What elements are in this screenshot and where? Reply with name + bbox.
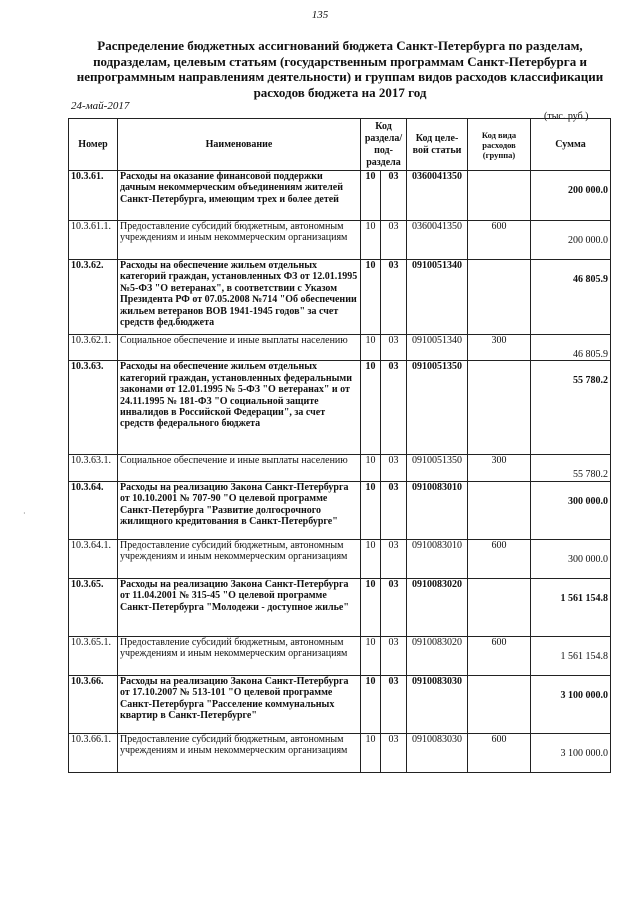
- row-number-cell: 10.3.65.1.: [69, 636, 118, 675]
- row-number-cell: 10.3.64.: [69, 481, 118, 539]
- table-row: [69, 171, 611, 221]
- row-name-cell: Предоставление субсидий бюджетным, автономным учреждениям и иным некоммерческим организациям: [118, 221, 361, 260]
- table-header-row: [69, 119, 611, 171]
- header-name: Наименование: [118, 119, 361, 171]
- row-article-cell: 0910083020: [407, 636, 468, 675]
- row-sum-cell: 46 805.9: [531, 335, 611, 361]
- margin-mark: ·: [23, 509, 26, 518]
- row-group-cell: [468, 578, 531, 636]
- row-article-cell: 0910083030: [407, 675, 468, 733]
- row-number-cell: 10.3.66.: [69, 675, 118, 733]
- row-name-cell: Расходы на оказание финансовой поддержки дачным некоммерческим объединениям жителей Санкт-Петербурга, имеющим трех и более детей: [118, 171, 361, 221]
- row-article-cell: 0360041350: [407, 171, 468, 221]
- row-section-cell: 10: [361, 675, 381, 733]
- row-section-cell: 10: [361, 361, 381, 455]
- row-group-cell: [468, 260, 531, 335]
- row-group-cell: 300: [468, 455, 531, 481]
- row-section-cell: 10: [361, 260, 381, 335]
- row-number-cell: 10.3.63.: [69, 361, 118, 455]
- row-group-cell: [468, 675, 531, 733]
- header-sum: Сумма: [531, 119, 611, 171]
- header-number: Номер: [69, 119, 118, 171]
- row-section-cell: 10: [361, 455, 381, 481]
- row-sum-cell: 300 000.0: [531, 481, 611, 539]
- table-row: [69, 539, 611, 578]
- row-subsection-cell: 03: [381, 260, 407, 335]
- row-name-cell: Предоставление субсидий бюджетным, автономным учреждениям и иным некоммерческим организациям: [118, 733, 361, 772]
- row-name-cell: Социальное обеспечение и иные выплаты населению: [118, 455, 361, 481]
- row-article-cell: 0910051350: [407, 455, 468, 481]
- row-group-cell: 300: [468, 335, 531, 361]
- row-group-cell: 600: [468, 539, 531, 578]
- row-number-cell: 10.3.61.1.: [69, 221, 118, 260]
- table-row: [69, 636, 611, 675]
- page-number: 135: [311, 9, 329, 21]
- row-name-cell: Расходы на реализацию Закона Санкт-Петербурга от 11.04.2001 № 315-45 "О целевой программе Санкт-Петербурга "Молодежи - доступное жилье": [118, 578, 361, 636]
- document-date: 24-май-2017: [71, 100, 130, 112]
- document-title: Распределение бюджетных ассигнований бюджета Санкт-Петербурга по разделам, подразделам, целевым статьям (государственным программам Санкт-Петербурга и непрограммным направлениям деятельности) и группам видов расходов классификации расходов бюджета на 2017 год: [76, 38, 604, 100]
- row-section-cell: 10: [361, 481, 381, 539]
- row-section-cell: 10: [361, 221, 381, 260]
- row-number-cell: 10.3.65.: [69, 578, 118, 636]
- row-subsection-cell: 03: [381, 578, 407, 636]
- row-article-cell: 0910051350: [407, 361, 468, 455]
- row-section-cell: 10: [361, 636, 381, 675]
- row-name-cell: Социальное обеспечение и иные выплаты населению: [118, 335, 361, 361]
- row-sum-cell: 3 100 000.0: [531, 675, 611, 733]
- table-body: [69, 171, 611, 773]
- row-subsection-cell: 03: [381, 335, 407, 361]
- row-number-cell: 10.3.62.1.: [69, 335, 118, 361]
- row-group-cell: 600: [468, 221, 531, 260]
- row-sum-cell: 1 561 154.8: [531, 578, 611, 636]
- row-name-cell: Расходы на реализацию Закона Санкт-Петербурга от 10.10.2001 № 707-90 "О целевой программе Санкт-Петербурга "Развитие долгосрочного жилищного кредитования в Санкт-Петербурге": [118, 481, 361, 539]
- row-group-cell: [468, 171, 531, 221]
- row-number-cell: 10.3.66.1.: [69, 733, 118, 772]
- row-sum-cell: 200 000.0: [531, 171, 611, 221]
- row-group-cell: [468, 361, 531, 455]
- row-name-cell: Расходы на реализацию Закона Санкт-Петербурга от 17.10.2007 № 513-101 "О целевой программе Санкт-Петербурга "Расселение коммунальных квартир в Санкт-Петербурге": [118, 675, 361, 733]
- row-subsection-cell: 03: [381, 481, 407, 539]
- row-name-cell: Расходы на обеспечение жильем отдельных категорий граждан, установленных ФЗ от 12.01.1995 №5-ФЗ "О ветеранах", в соответствии с Указом Президента РФ от 07.05.2008 №714 "Об обеспечении жильем ветеранов ВОВ 1941-1945 годов" за счет средств фед.бюджета: [118, 260, 361, 335]
- row-section-cell: 10: [361, 539, 381, 578]
- row-sum-cell: 46 805.9: [531, 260, 611, 335]
- units-label: (тыс. руб.): [544, 111, 589, 122]
- table-row: [69, 578, 611, 636]
- row-name-cell: Предоставление субсидий бюджетным, автономным учреждениям и иным некоммерческим организациям: [118, 539, 361, 578]
- row-number-cell: 10.3.63.1.: [69, 455, 118, 481]
- row-group-cell: 600: [468, 636, 531, 675]
- header-section-code: Код раздела/ под- раздела: [361, 119, 407, 171]
- table-row: [69, 221, 611, 260]
- table-row: [69, 675, 611, 733]
- row-subsection-cell: 03: [381, 539, 407, 578]
- table-row: [69, 335, 611, 361]
- row-sum-cell: 200 000.0: [531, 221, 611, 260]
- row-section-cell: 10: [361, 335, 381, 361]
- table-row: [69, 361, 611, 455]
- row-name-cell: Расходы на обеспечение жильем отдельных категорий граждан, установленных федеральными законами от 12.01.1995 № 5-ФЗ "О ветеранах" и от 24.11.1995 № 181-ФЗ "О социальной защите инвалидов в Российской Федерации", за счет средств федерального бюджета: [118, 361, 361, 455]
- row-subsection-cell: 03: [381, 361, 407, 455]
- row-article-cell: 0910083010: [407, 539, 468, 578]
- table-row: [69, 481, 611, 539]
- table-row: [69, 455, 611, 481]
- row-subsection-cell: 03: [381, 733, 407, 772]
- row-article-cell: 0910083030: [407, 733, 468, 772]
- row-article-cell: 0910083020: [407, 578, 468, 636]
- row-article-cell: 0910051340: [407, 260, 468, 335]
- row-subsection-cell: 03: [381, 221, 407, 260]
- row-number-cell: 10.3.61.: [69, 171, 118, 221]
- row-subsection-cell: 03: [381, 455, 407, 481]
- row-sum-cell: 300 000.0: [531, 539, 611, 578]
- row-article-cell: 0910083010: [407, 481, 468, 539]
- row-subsection-cell: 03: [381, 171, 407, 221]
- row-number-cell: 10.3.64.1.: [69, 539, 118, 578]
- row-article-cell: 0910051340: [407, 335, 468, 361]
- row-section-cell: 10: [361, 171, 381, 221]
- row-name-cell: Предоставление субсидий бюджетным, автономным учреждениям и иным некоммерческим организациям: [118, 636, 361, 675]
- row-subsection-cell: 03: [381, 636, 407, 675]
- table-row: [69, 733, 611, 772]
- budget-table: [68, 118, 611, 773]
- row-group-cell: [468, 481, 531, 539]
- row-section-cell: 10: [361, 733, 381, 772]
- row-sum-cell: 3 100 000.0: [531, 733, 611, 772]
- header-article-code: Код целе- вой статьи: [407, 119, 468, 171]
- row-article-cell: 0360041350: [407, 221, 468, 260]
- table-row: [69, 260, 611, 335]
- row-sum-cell: 55 780.2: [531, 361, 611, 455]
- row-subsection-cell: 03: [381, 675, 407, 733]
- row-sum-cell: 1 561 154.8: [531, 636, 611, 675]
- row-group-cell: 600: [468, 733, 531, 772]
- header-group-code: Код вида расходов (группа): [468, 119, 531, 171]
- row-sum-cell: 55 780.2: [531, 455, 611, 481]
- row-number-cell: 10.3.62.: [69, 260, 118, 335]
- row-section-cell: 10: [361, 578, 381, 636]
